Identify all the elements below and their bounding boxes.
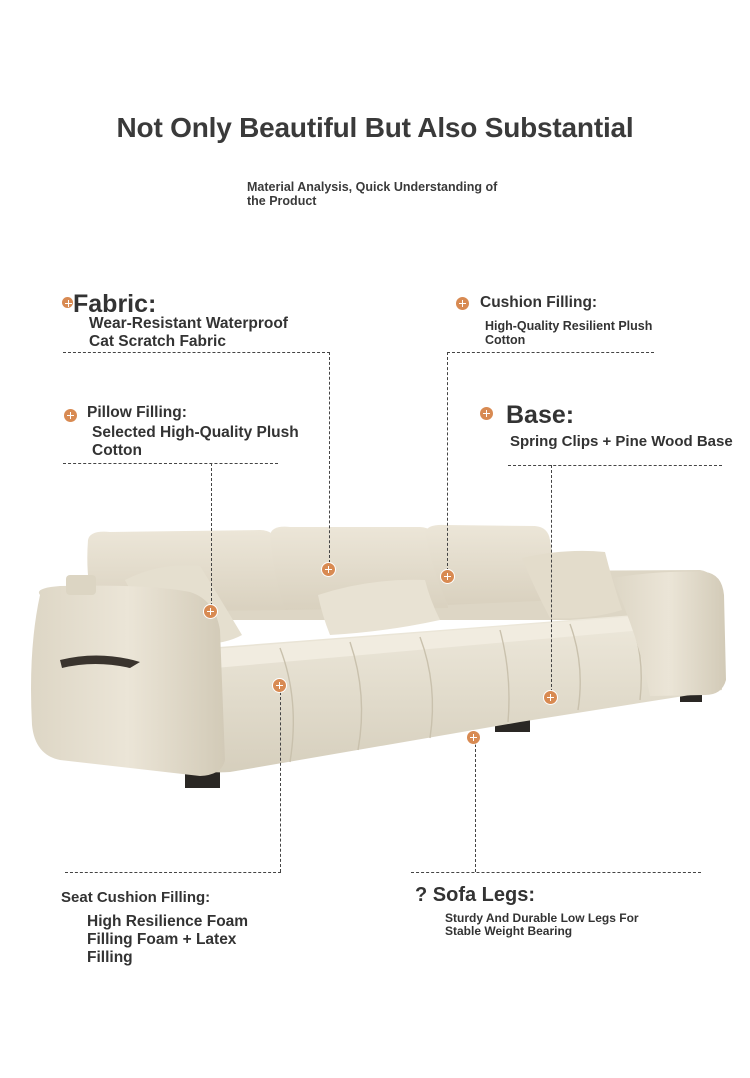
page-subtitle: Material Analysis, Quick Understanding of the Product: [247, 180, 498, 208]
plus-circle-icon: [203, 604, 218, 619]
plus-circle-icon: [455, 296, 470, 311]
cushion-filling-description: High-Quality Resilient Plush Cotton: [485, 319, 653, 347]
sofa-legs-title: ? Sofa Legs:: [415, 884, 536, 906]
cushion-connector-horizontal: [447, 352, 654, 353]
base-description: Spring Clips + Pine Wood Base: [510, 433, 733, 450]
legs-connector-horizontal: [411, 872, 701, 873]
plus-circle-icon: [63, 408, 78, 423]
plus-circle-icon: [479, 406, 494, 421]
cushion-filling-title: Cushion Filling:: [480, 294, 598, 311]
sofa-image: [0, 500, 750, 800]
pillow-connector-horizontal: [63, 463, 278, 464]
cushion-connector-vertical: [447, 352, 448, 571]
pillow-filling-description: Selected High-Quality Plush Cotton: [92, 424, 299, 459]
page-title: Not Only Beautiful But Also Substantial: [116, 112, 634, 143]
pillow-filling-title: Pillow Filling:: [87, 404, 187, 421]
plus-circle-icon: [543, 690, 558, 705]
base-connector-horizontal: [508, 465, 722, 466]
fabric-connector-vertical: [329, 352, 330, 563]
plus-circle-icon: [321, 562, 336, 577]
plus-circle-icon: [272, 678, 287, 693]
pillow-connector-vertical: [211, 463, 212, 606]
base-title: Base:: [506, 401, 575, 429]
sofa-arm-left: [31, 586, 225, 776]
seat-cushion-filling-description: High Resilience Foam Filling Foam + Latex Filling: [87, 913, 249, 966]
sofa-legs-description: Sturdy And Durable Low Legs For Stable Weight Bearing: [445, 911, 639, 938]
legs-connector-vertical: [475, 744, 476, 872]
fabric-title: Fabric:: [73, 290, 157, 318]
base-connector-vertical: [551, 465, 552, 692]
seat-connector-vertical: [280, 692, 281, 872]
fabric-connector-horizontal: [63, 352, 330, 353]
seat-cushion-filling-title: Seat Cushion Filling:: [61, 889, 211, 906]
plus-circle-icon: [440, 569, 455, 584]
fabric-description: Wear-Resistant Waterproof Cat Scratch Fabric: [89, 315, 288, 350]
plus-circle-icon: [466, 730, 481, 745]
seat-connector-horizontal: [65, 872, 281, 873]
